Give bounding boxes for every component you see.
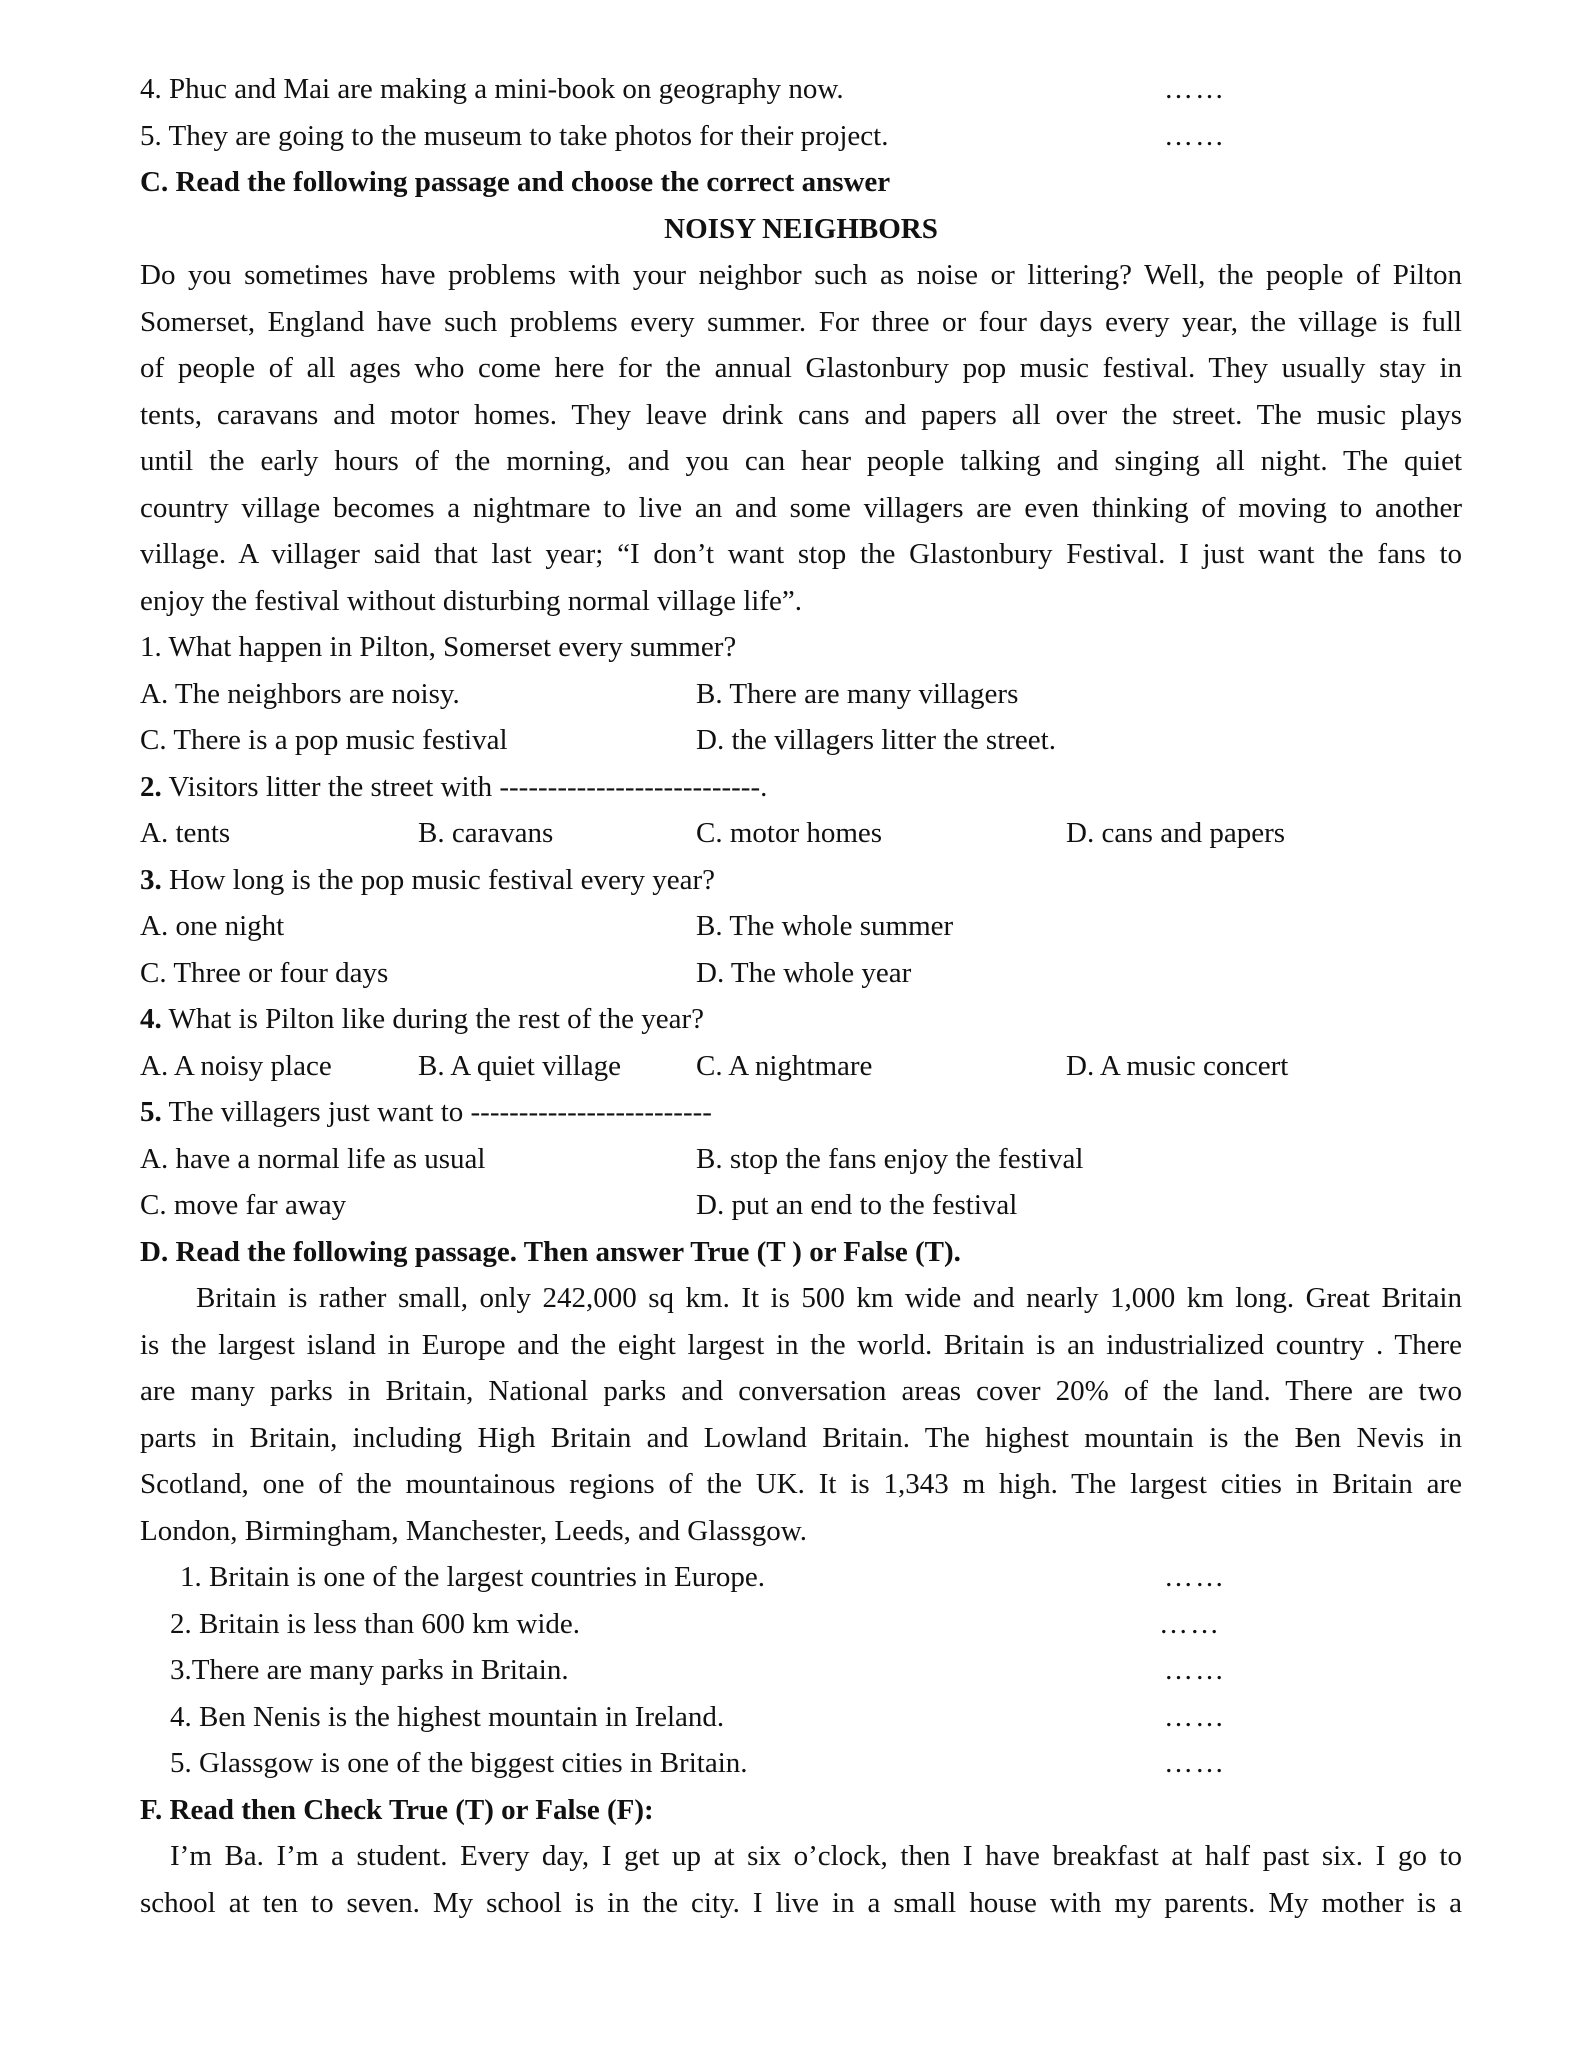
option-a[interactable]: A. have a normal life as usual xyxy=(140,1142,486,1175)
option-d[interactable]: D. A music concert xyxy=(1066,1049,1289,1082)
statement-item xyxy=(140,1554,1462,1601)
statement-text: 4. Phuc and Mai are making a mini-book on geography now. xyxy=(140,73,844,105)
passage-line: parts in Britain, including High Britain and Lowland Britain. The highest mountain is the Ben Nevis in xyxy=(140,1421,1462,1454)
passage-line: of people of all ages who come here for the annual Glastonbury pop music festival. They usually stay in xyxy=(140,352,1462,384)
section-d-passage xyxy=(140,1275,1462,1554)
statement-item xyxy=(140,1647,1462,1694)
statement-item xyxy=(140,66,1462,113)
option-a[interactable]: A. tents xyxy=(140,817,231,849)
question-text: How long is the pop music festival every year? xyxy=(161,863,716,896)
passage-line: village. A villager said that last year; “I don’t want stop the Glastonbury Festival. I just want the fans to xyxy=(140,538,1462,570)
question-number: 4. xyxy=(140,1003,162,1035)
option-a[interactable]: A. The neighbors are noisy. xyxy=(140,677,460,710)
option-c[interactable]: C. move far away xyxy=(140,1189,347,1221)
statement-item xyxy=(140,1694,1462,1741)
options-row xyxy=(140,1182,1462,1229)
statement-text: 1. Britain is one of the largest countries in Europe. xyxy=(180,1561,765,1593)
option-d[interactable]: D. the villagers litter the street. xyxy=(696,724,1056,756)
option-b[interactable]: B. A quiet village xyxy=(418,1049,621,1082)
answer-blank[interactable]: …… xyxy=(1164,1654,1226,1686)
passage-line: country village becomes a nightmare to live an and some villagers are even thinking of moving to another xyxy=(140,491,1462,524)
passage-line: is the largest island in Europe and the eight largest in the world. Britain is an industrialized country . There xyxy=(140,1328,1462,1361)
question-2 xyxy=(140,764,1462,811)
statement-item xyxy=(140,1740,1462,1787)
options-row xyxy=(140,950,1462,997)
answer-blank[interactable]: …… xyxy=(1164,1747,1226,1779)
question-text: Visitors litter the street with ---------------------------. xyxy=(161,770,768,803)
options-row xyxy=(140,1136,1462,1183)
passage-title: NOISY NEIGHBORS xyxy=(664,212,938,245)
statement-text: 5. They are going to the museum to take photos for their project. xyxy=(140,119,889,152)
options-row xyxy=(140,671,1462,718)
statement-item xyxy=(140,113,1462,160)
answer-blank[interactable]: …… xyxy=(1164,1700,1226,1733)
option-c[interactable]: C. A nightmare xyxy=(696,1049,873,1082)
option-c[interactable]: C. motor homes xyxy=(696,817,883,849)
statement-item xyxy=(140,1601,1462,1648)
section-d-heading: D. Read the following passage. Then answer True (T ) or False (T). xyxy=(140,1235,961,1268)
option-c[interactable]: C. Three or four days xyxy=(140,956,389,989)
passage-line: Do you sometimes have problems with your neighbor such as noise or littering? Well, the people of Pilton xyxy=(140,259,1462,291)
option-a[interactable]: A. one night xyxy=(140,910,285,942)
question-1 xyxy=(140,624,1462,671)
section-c-passage xyxy=(140,252,1462,624)
section-f-passage xyxy=(140,1833,1462,1926)
worksheet-page xyxy=(140,66,1462,1926)
answer-blank[interactable]: …… xyxy=(1164,73,1226,105)
option-d[interactable]: D. The whole year xyxy=(696,956,912,989)
statement-text: 2. Britain is less than 600 km wide. xyxy=(170,1607,580,1640)
passage-line: Scotland, one of the mountainous regions of the UK. It is 1,343 m high. The largest cities in Britain are xyxy=(140,1468,1462,1500)
statement-text: 4. Ben Nenis is the highest mountain in Ireland. xyxy=(170,1700,725,1733)
option-a[interactable]: A. A noisy place xyxy=(140,1049,332,1082)
answer-blank[interactable]: …… xyxy=(1164,1561,1226,1593)
question-text: The villagers just want to ------------------------- xyxy=(161,1096,712,1128)
question-5 xyxy=(140,1089,1462,1136)
passage-line: tents, caravans and motor homes. They leave drink cans and papers all over the street. The music plays xyxy=(140,398,1462,431)
options-row xyxy=(140,903,1462,950)
option-b[interactable]: B. caravans xyxy=(418,817,554,849)
passage-line: Somerset, England have such problems every summer. For three or four days every year, the village is full xyxy=(140,305,1462,338)
passage-line: Britain is rather small, only 242,000 sq km. It is 500 km wide and nearly 1,000 km long. Great Britain xyxy=(196,1282,1462,1314)
options-row xyxy=(140,1043,1462,1090)
passage-line: I’m Ba. I’m a student. Every day, I get up at six o’clock, then I have breakfast at half past six. I go to xyxy=(170,1840,1462,1872)
answer-blank[interactable]: …… xyxy=(1159,1607,1221,1640)
question-number: 1. xyxy=(140,631,162,663)
option-d[interactable]: D. put an end to the festival xyxy=(696,1189,1018,1221)
section-c-heading: C. Read the following passage and choose the correct answer xyxy=(140,166,891,198)
question-number: 5. xyxy=(140,1096,162,1128)
answer-blank[interactable]: …… xyxy=(1164,119,1226,152)
section-f-heading: F. Read then Check True (T) or False (F): xyxy=(140,1793,654,1826)
options-row xyxy=(140,717,1462,764)
question-3 xyxy=(140,857,1462,904)
question-4 xyxy=(140,996,1462,1043)
passage-line: enjoy the festival without disturbing normal village life”. xyxy=(140,584,803,617)
question-number: 2. xyxy=(140,770,162,803)
question-text: What happen in Pilton, Somerset every summer? xyxy=(161,631,737,663)
passage-line: are many parks in Britain, National parks and conversation areas cover 20% of the land. There are two xyxy=(140,1375,1462,1407)
options-row xyxy=(140,810,1462,857)
passage-line: until the early hours of the morning, and you can hear people talking and singing all night. The quiet xyxy=(140,445,1462,477)
option-b[interactable]: B. stop the fans enjoy the festival xyxy=(696,1142,1084,1175)
option-b[interactable]: B. There are many villagers xyxy=(696,677,1019,710)
option-d[interactable]: D. cans and papers xyxy=(1066,817,1286,849)
question-text: What is Pilton like during the rest of the year? xyxy=(161,1003,705,1035)
statement-text: 5. Glassgow is one of the biggest cities in Britain. xyxy=(170,1747,748,1779)
option-c[interactable]: C. There is a pop music festival xyxy=(140,724,508,756)
option-b[interactable]: B. The whole summer xyxy=(696,910,954,942)
statement-text: 3.There are many parks in Britain. xyxy=(170,1654,569,1686)
passage-line: London, Birmingham, Manchester, Leeds, and Glassgow. xyxy=(140,1514,808,1547)
question-number: 3. xyxy=(140,863,162,896)
passage-line: school at ten to seven. My school is in the city. I live in a small house with my parents. My mother is a xyxy=(140,1886,1462,1919)
